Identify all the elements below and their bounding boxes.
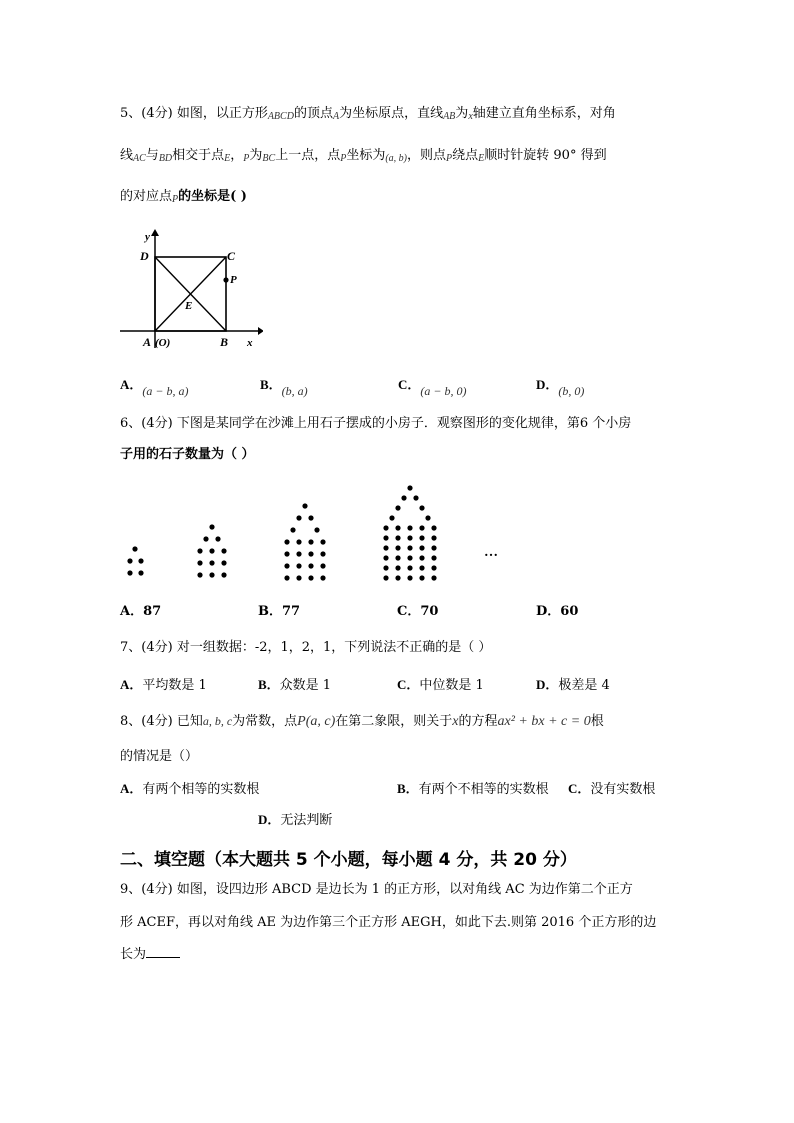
- pebble-houses-figure: [118, 480, 518, 585]
- q5-text: 线: [120, 148, 134, 163]
- q5-line-2: [120, 147, 607, 168]
- q8-text: 的方程: [458, 714, 498, 729]
- pebble: [215, 536, 220, 541]
- pebble: [431, 525, 436, 530]
- pebble: [209, 560, 214, 565]
- pebble: [407, 535, 412, 540]
- q7-option-b[interactable]: [258, 676, 331, 695]
- pebble: [419, 555, 424, 560]
- q5-option-c[interactable]: [398, 376, 467, 398]
- option-label: D．: [536, 677, 559, 692]
- square-coordinate-figure: [118, 228, 263, 353]
- pebble: [383, 545, 388, 550]
- q5-text: 上一点，点: [275, 148, 341, 163]
- q8-text: 8、(4分) 已知: [120, 714, 203, 729]
- option-label: D．: [536, 377, 559, 392]
- q5-text: ，: [230, 148, 244, 163]
- option-value: 有两个相等的实数根: [142, 782, 260, 797]
- q9-line-1: 9、(4分) 如图，设四边形 ABCD 是边长为 1 的正方形，以对角线 AC 为边作第二个正方: [120, 882, 633, 897]
- option-value: 极差是 4: [558, 678, 610, 693]
- pebble: [395, 565, 400, 570]
- pebble: [296, 575, 301, 580]
- option-label: D．: [258, 812, 281, 827]
- math-abcd: ABCD: [267, 111, 294, 122]
- pebble: [431, 545, 436, 550]
- option-value: 平均数是 1: [142, 678, 207, 693]
- label-e: E: [185, 300, 193, 312]
- option-value: 中位数是 1: [419, 678, 484, 693]
- option-label: A．: [120, 677, 143, 692]
- house-2: [197, 524, 226, 577]
- q8-text: 根: [590, 714, 604, 729]
- pebble: [431, 575, 436, 580]
- q5-option-d[interactable]: [536, 376, 585, 398]
- q5-line-1: [120, 105, 616, 126]
- pebble: [419, 505, 424, 510]
- option-value: 77: [282, 604, 301, 619]
- option-value: (a − b, 0): [420, 384, 467, 398]
- label-y: y: [145, 231, 150, 243]
- pebble: [383, 575, 388, 580]
- pebble: [383, 525, 388, 530]
- math-x: x: [452, 714, 459, 729]
- q5-option-b[interactable]: [260, 376, 308, 398]
- math-ab: AB: [443, 111, 456, 122]
- pebble: [132, 546, 137, 551]
- pebble: [296, 551, 301, 556]
- q8-option-d[interactable]: [258, 811, 332, 830]
- option-label: A．: [120, 781, 143, 796]
- math-ac: AC: [133, 153, 146, 164]
- q5-text: ，则点: [407, 148, 447, 163]
- math-e: E: [224, 153, 231, 164]
- math-p: P: [172, 194, 179, 205]
- math-p: P: [446, 153, 453, 164]
- pebble: [308, 515, 313, 520]
- q5-text: 为坐标原点，直线: [339, 106, 444, 121]
- option-label: B．: [258, 604, 282, 619]
- pebble: [221, 560, 226, 565]
- option-value: (b, 0): [558, 384, 585, 398]
- pebble: [284, 551, 289, 556]
- math-bd: BD: [158, 153, 173, 164]
- pebble: [308, 539, 313, 544]
- option-label: B．: [260, 377, 282, 392]
- q8-text: 在第二象限，则关于: [335, 714, 453, 729]
- q8-line-2: 的情况是（）: [120, 749, 199, 764]
- math-equation: ax² + bx + c = 0: [497, 714, 591, 729]
- pebble: [383, 565, 388, 570]
- pebble: [221, 548, 226, 553]
- option-value: 70: [420, 604, 439, 619]
- q5-text: 顺时针旋转 90° 得到: [484, 148, 607, 163]
- label-o: (O): [155, 337, 171, 349]
- q8-option-a[interactable]: [120, 780, 259, 799]
- option-label: A．: [120, 377, 143, 392]
- math-p: P: [243, 153, 250, 164]
- answer-paren: 的坐标是( ): [178, 189, 247, 204]
- ellipsis-text: …: [484, 545, 498, 560]
- option-value: 没有实数根: [590, 782, 656, 797]
- pebble: [389, 515, 394, 520]
- pebble: [419, 535, 424, 540]
- pebble: [296, 539, 301, 544]
- q6-line-1: 6、(4分) 下图是某同学在沙滩上用石子摆成的小房子．观察图形的变化规律，第6 个小房: [120, 416, 632, 431]
- house-3: [284, 503, 325, 580]
- q5-text: 的对应点: [120, 189, 173, 204]
- pebble: [425, 515, 430, 520]
- pebble: [407, 485, 412, 490]
- pebble: [302, 503, 307, 508]
- q5-text: 坐标为: [346, 148, 386, 163]
- pebble: [413, 495, 418, 500]
- q9-line-2: 形 ACEF，再以对角线 AE 为边作第三个正方形 AEGH，如此下去.则第 2016 个正方形的边: [120, 915, 657, 930]
- pebble: [314, 527, 319, 532]
- pebble: [419, 545, 424, 550]
- q9-text: 长为: [120, 947, 147, 962]
- pebble: [407, 555, 412, 560]
- pebble: [197, 548, 202, 553]
- pebble: [308, 575, 313, 580]
- option-value: 众数是 1: [279, 678, 332, 693]
- option-value: (b, a): [281, 384, 308, 398]
- pebble: [127, 558, 132, 563]
- option-value: (a − b, a): [142, 384, 189, 398]
- section-heading: 二、填空题（本大题共 5 个小题，每小题 4 分，共 20 分）: [120, 850, 577, 870]
- q5-text: 为: [249, 148, 263, 163]
- q5-text: 为: [455, 106, 469, 121]
- q7-line-1: 7、(4分) 对一组数据：-2，1，2，1，下列说法不正确的是（ ）: [120, 640, 492, 655]
- math-abc: a, b, c: [202, 714, 233, 728]
- pebble: [308, 563, 313, 568]
- option-label: C．: [397, 677, 420, 692]
- option-label: C．: [397, 604, 421, 619]
- pebble: [407, 545, 412, 550]
- pebble: [284, 575, 289, 580]
- pebble: [320, 551, 325, 556]
- house-4: [383, 485, 436, 580]
- option-label: A．: [120, 604, 144, 619]
- math-coord: (a, b): [385, 153, 408, 164]
- option-label: B．: [397, 781, 419, 796]
- option-value: 60: [560, 604, 579, 619]
- pebble: [431, 555, 436, 560]
- pebble: [203, 536, 208, 541]
- pebble: [383, 535, 388, 540]
- math-point: P(a, c): [297, 714, 336, 729]
- x-axis-arrow-icon: [258, 327, 263, 335]
- pebble: [296, 515, 301, 520]
- pebble: [284, 563, 289, 568]
- pebble: [209, 524, 214, 529]
- pebble: [407, 565, 412, 570]
- math-x: x: [468, 111, 473, 122]
- pebble: [320, 563, 325, 568]
- q5-text: 与: [145, 148, 159, 163]
- q5-text: 绕点: [452, 148, 479, 163]
- q6-option-b[interactable]: [258, 603, 300, 621]
- pebble: [419, 565, 424, 570]
- pebble: [431, 565, 436, 570]
- q8-option-b[interactable]: [397, 780, 549, 799]
- pebble: [284, 539, 289, 544]
- q5-line-3: [120, 188, 247, 209]
- label-d: D: [140, 249, 149, 263]
- q8-text: 为常数，点: [232, 714, 298, 729]
- pebble: [395, 535, 400, 540]
- label-b: B: [220, 335, 229, 349]
- pebble: [197, 560, 202, 565]
- q9-line-3: [120, 946, 180, 964]
- pebble: [383, 555, 388, 560]
- pebble: [395, 555, 400, 560]
- math-a: A: [332, 111, 340, 122]
- pebble: [320, 575, 325, 580]
- pebble: [138, 570, 143, 575]
- pebble: [401, 495, 406, 500]
- pebble: [395, 545, 400, 550]
- pebble: [395, 575, 400, 580]
- pebble: [407, 575, 412, 580]
- q8-option-c[interactable]: [568, 780, 655, 799]
- point-p: [223, 277, 228, 282]
- math-p: P: [340, 153, 347, 164]
- q5-text: 相交于点: [172, 148, 225, 163]
- option-label: C．: [398, 377, 421, 392]
- q7-option-c[interactable]: [397, 676, 484, 695]
- pebble: [308, 551, 313, 556]
- pebble: [197, 572, 202, 577]
- label-x: x: [247, 337, 253, 349]
- option-value: 无法判断: [280, 813, 333, 828]
- pebble: [407, 525, 412, 530]
- pebble: [209, 572, 214, 577]
- option-value: 87: [143, 604, 162, 619]
- option-value: 有两个不相等的实数根: [418, 782, 549, 797]
- q5-option-a[interactable]: [120, 376, 189, 398]
- option-label: C．: [568, 781, 591, 796]
- q6-option-a[interactable]: [120, 603, 161, 621]
- q8-line-1: [120, 712, 604, 731]
- pebble: [138, 558, 143, 563]
- q6-line-2: 子用的石子数量为（ ）: [120, 447, 255, 462]
- pebble: [395, 525, 400, 530]
- q6-option-d[interactable]: [536, 603, 578, 621]
- pebble: [221, 572, 226, 577]
- label-a: A: [143, 335, 152, 349]
- math-e: E: [478, 153, 485, 164]
- pebble: [296, 563, 301, 568]
- q7-option-d[interactable]: [536, 676, 610, 695]
- pebble: [419, 525, 424, 530]
- pebble: [209, 548, 214, 553]
- pebble: [419, 575, 424, 580]
- q5-text: 5、(4分) 如图，以正方形: [120, 106, 268, 121]
- house-1: [127, 546, 143, 575]
- y-axis-arrow-icon: [151, 229, 159, 236]
- pebble: [320, 539, 325, 544]
- q5-text: 轴建立直角坐标系，对角: [472, 106, 616, 121]
- option-label: B．: [258, 677, 280, 692]
- math-bc: BC: [262, 153, 276, 164]
- pebble: [395, 505, 400, 510]
- label-p: P: [230, 274, 237, 286]
- pebble: [431, 535, 436, 540]
- q7-option-a[interactable]: [120, 676, 207, 695]
- label-c: C: [227, 249, 236, 263]
- pebble: [127, 570, 132, 575]
- pebble: [290, 527, 295, 532]
- answer-blank[interactable]: [146, 957, 180, 958]
- q6-option-c[interactable]: [397, 603, 438, 621]
- q5-text: 的顶点: [293, 106, 333, 121]
- option-label: D．: [536, 604, 561, 619]
